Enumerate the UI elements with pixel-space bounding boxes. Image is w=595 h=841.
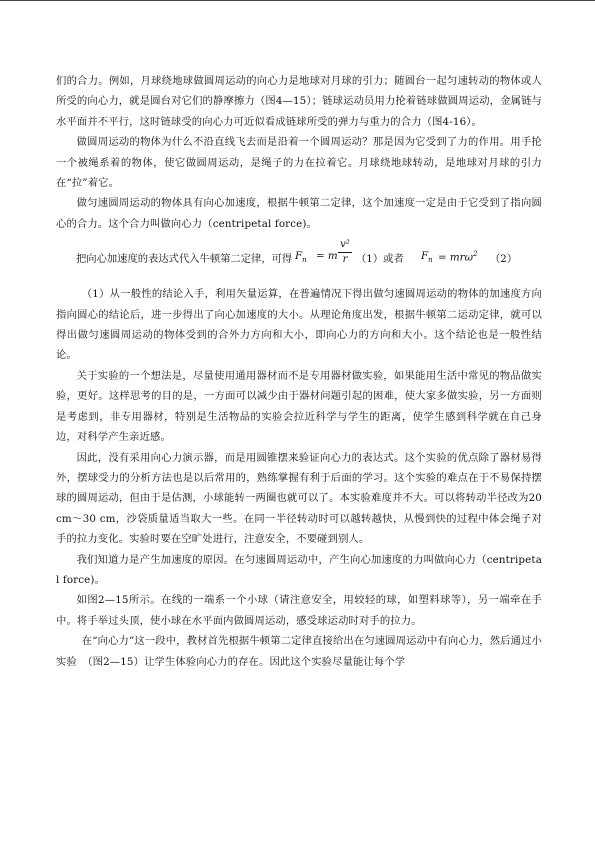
formula-line bbox=[56, 234, 542, 284]
paragraph-8: 如图2—15所示。在线的一端系一个小球（请注意安全，用较轻的球，如塑料球等），另一端牵在手中。将手举过头顶，使小球在水平面内做圆周运动，感受球运动时对手的拉力。 bbox=[56, 594, 542, 627]
formula1-label: （1）或者 bbox=[356, 253, 404, 266]
paragraph-7: 我们知道力是产生加速度的原因。在匀速圆周运动中，产生向心加速度的力叫做向心力（centripetal force)。 bbox=[56, 553, 542, 586]
formula2-rhs: = mrω$^2$ bbox=[438, 250, 478, 264]
paragraph-4: （1）从一般性的结论入手，利用矢量运算，在普遍情况下得出做匀速圆周运动的物体的加速度方向指向圆心的结论后，进一步得出了向心加速度的大小。从理论角度出发，根据牛顿第二运动定律，就可以得出做匀速圆周运动的物体受到的合外力方向和大小，即向心力的方向和大小。这个结论也是一般性结论。 bbox=[56, 288, 542, 362]
formula2-label: （2） bbox=[490, 253, 518, 266]
formula-lead-text: 把向心加速度的表达式代入牛顿第二定律，可得 bbox=[76, 253, 293, 266]
formula2-lhs: $F_n$ bbox=[421, 250, 433, 265]
formula1-eq: = m bbox=[316, 250, 338, 263]
document-page bbox=[56, 71, 542, 672]
paragraph-5: 关于实验的一个想法是，尽量使用通用器材而不是专用器材做实验，如果能用生活中常见的物品做实验，更好。这样思考的目的是，一方面可以减少由于器材问题引起的困难，使大家多做实验，另一方面则是考虑到，非专用器材，特别是生活物品的实验会拉近科学与学生的距离，使学生感到科学就在自己身边，对科学产生亲近感。 bbox=[56, 369, 542, 444]
paragraph-9: 在“向心力”这一段中，教材首先根据牛顿第二定律直接给出在匀速圆周运动中有向心力，然后通过小实验 （图2—15）让学生体验向心力的存在。因此这个实验尽量能让每个学 bbox=[56, 635, 542, 668]
formula1-lhs: $F_n$ bbox=[295, 250, 307, 265]
header-rule bbox=[0, 0, 595, 1]
paragraph-3: 做匀速圆周运动的物体具有向心加速度，根据牛顿第二定律，这个加速度一定是由于它受到了指向圆心的合力。这个合力叫做向心力（centripetal force)。 bbox=[56, 197, 542, 230]
formula1-fraction: v² r bbox=[338, 239, 352, 266]
paragraph-2: 做圆周运动的物体为什么不沿直线飞去而是沿着一个圆周运动？那是因为它受到了力的作用。用手抡一个被绳系着的物体，使它做圆周运动，是绳子的力在拉着它。月球绕地球转动，是地球对月球的引力在“拉”着它。 bbox=[56, 136, 542, 190]
paragraph-1: 们的合力。例如，月球绕地球做圆周运动的向心力是地球对月球的引力；随圆台一起匀速转动的物体或人所受的向心力，就是圆台对它们的静摩擦力（图4—15）；链球运动员用力抡着链球做圆周运动，金属链与水平面并不平行，这时链球受的向心力可近似看成链球所受的弹力与重力的合力（图4-16）。 bbox=[56, 75, 542, 128]
paragraph-6: 因此，没有采用向心力演示器，而是用圆锥摆来验证向心力的表达式。这个实验的优点除了器材易得外，摆球受力的分析方法也是以后常用的，熟练掌握有利于后面的学习。这个实验的难点在于不易保持摆球的圆周运动，但由于是估测，小球能转一两圈也就可以了。本实验难度并不大。可以将转动半径改为20 cm～30 cm，沙袋质量适当取大一些。在同一半径转动时可以越转越快，从慢到快的过程中体会绳子对手的拉力变化。实验时要在空旷处进行，注意安全，不要碰到别人。 bbox=[56, 451, 542, 546]
